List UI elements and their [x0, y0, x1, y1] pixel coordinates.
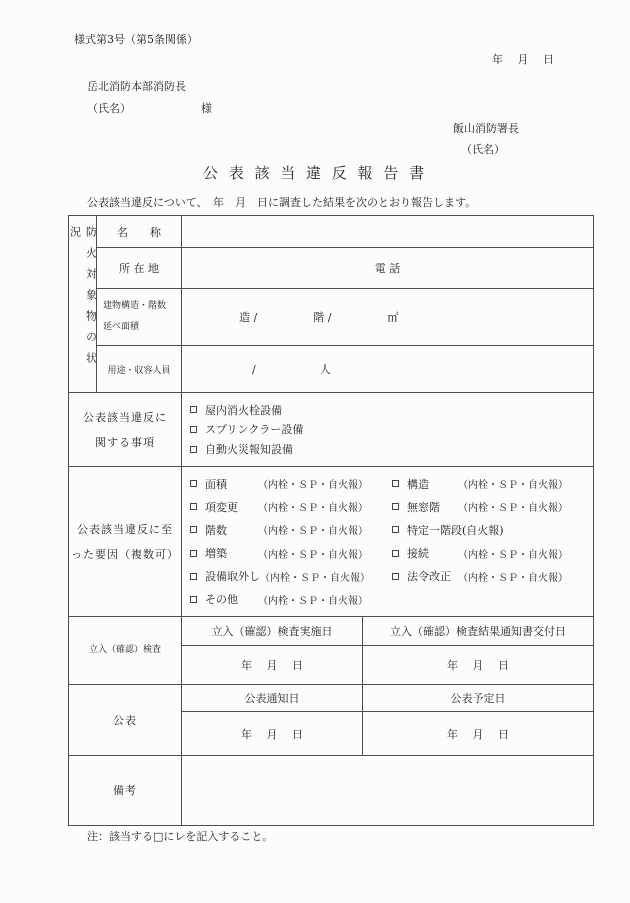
cause-label: 無窓階	[407, 500, 440, 514]
addressee-name-label: （氏名）	[87, 102, 131, 115]
checkbox-icon[interactable]	[190, 526, 197, 533]
cause-label: その他	[205, 593, 238, 607]
cause-label: 特定一階段(自火報)	[407, 523, 504, 537]
publication-left-date: 年 月 日	[241, 727, 303, 741]
checkbox-icon[interactable]	[190, 426, 197, 433]
name-label: 名 称	[97, 216, 182, 247]
cause-item	[190, 568, 392, 584]
cause-systems: （内栓・ＳＰ・自火報）	[260, 572, 370, 584]
cause-systems: （内栓・ＳＰ・自火報）	[258, 503, 368, 515]
causes-label-line1: 公表該当違反に至	[77, 522, 173, 536]
cause-label: 増築	[205, 547, 227, 561]
section-inspection	[69, 617, 593, 685]
inspection-right-header: 立入（確認）検査結果通知書交付日	[363, 617, 593, 646]
header-date: 年 月 日	[492, 53, 554, 66]
causes-content	[182, 467, 593, 616]
cause-systems: （内栓・ＳＰ・自火報）	[458, 572, 568, 584]
structure-kai-label: 階 /	[313, 311, 332, 324]
use-slash: /	[252, 362, 256, 376]
inspection-date-column	[182, 617, 363, 684]
publication-notice-column	[182, 685, 363, 755]
matters-item	[182, 441, 593, 457]
section-violation-causes	[69, 467, 593, 617]
inspection-left-date: 年 月 日	[241, 659, 303, 672]
matters-label	[69, 393, 182, 466]
addressee-name-line	[87, 100, 212, 116]
structure-value-cell	[182, 289, 593, 345]
matters-label-line1: 公表該当違反に	[83, 410, 167, 424]
cause-label: 構造	[407, 477, 429, 491]
matters-item-label: 自動火災報知設備	[205, 443, 293, 457]
cause-label: 階数	[205, 523, 227, 537]
section-property-status	[69, 216, 593, 393]
causes-label-line2: った要因（複数可）	[71, 547, 179, 561]
cause-item	[392, 476, 568, 492]
checkbox-icon[interactable]	[392, 526, 399, 533]
intro-text: 公表該当違反について、 年 月 日に調査した結果を次のとおり報告します。	[87, 196, 477, 209]
matters-content	[182, 393, 593, 466]
status-vertical-label: 防火対象物の状況	[69, 216, 97, 392]
cause-systems: （内栓・ＳＰ・自火報）	[458, 480, 568, 492]
matters-item	[182, 421, 593, 437]
form-number: 様式第3号（第5条関係）	[74, 33, 198, 46]
page-title: 公 表 該 当 違 反 報 告 書	[202, 164, 428, 182]
section-violation-matters	[69, 393, 593, 467]
use-value-cell	[182, 346, 593, 392]
address-label: 所 在 地	[97, 248, 182, 288]
inspection-notice-column	[363, 617, 593, 684]
remarks-value-cell	[182, 756, 593, 825]
cause-item	[392, 568, 568, 584]
publication-right-header: 公表予定日	[363, 685, 593, 712]
footnote: 注：該当する□にレを記入すること。	[87, 830, 274, 843]
publication-right-date: 年 月 日	[447, 727, 509, 741]
cause-label: 項変更	[205, 500, 238, 514]
matters-item-label: 屋内消火栓設備	[205, 403, 282, 417]
checkbox-icon[interactable]	[190, 573, 197, 580]
structure-area-unit: ㎡	[387, 311, 399, 324]
checkbox-icon[interactable]	[190, 480, 197, 487]
checkbox-icon[interactable]	[190, 446, 197, 453]
cause-label: 接続	[407, 547, 429, 561]
phone-label: 電 話	[374, 262, 401, 275]
checkbox-icon[interactable]	[190, 550, 197, 557]
structure-label-line1: 建物構造・階数	[103, 301, 167, 311]
causes-label	[69, 467, 182, 616]
checkbox-icon[interactable]	[190, 503, 197, 510]
cause-item	[392, 545, 568, 561]
row-use-capacity	[97, 346, 593, 392]
cause-item	[190, 545, 392, 561]
cause-item	[190, 476, 392, 492]
address-value-cell	[182, 248, 593, 288]
structure-label-line2: 延べ面積	[103, 322, 140, 332]
sender-name-label: （氏名）	[461, 143, 505, 156]
sender-title: 飯山消防署長	[453, 122, 519, 135]
name-value-cell	[182, 216, 593, 247]
cause-label: 法令改正	[407, 570, 451, 584]
publication-left-header: 公表通知日	[182, 685, 362, 712]
causes-row	[182, 522, 593, 538]
cause-item	[190, 499, 392, 515]
causes-row	[182, 591, 593, 607]
cause-item	[190, 522, 392, 538]
cause-item	[392, 522, 504, 538]
structure-label	[97, 289, 182, 345]
report-table	[68, 215, 594, 826]
checkbox-icon[interactable]	[190, 406, 197, 413]
checkbox-icon[interactable]	[392, 573, 399, 580]
causes-row	[182, 545, 593, 561]
matters-label-line2: 関する事項	[95, 435, 155, 449]
cause-systems: （内栓・ＳＰ・自火報）	[258, 595, 368, 607]
cause-systems: （内栓・ＳＰ・自火報）	[258, 480, 368, 492]
addressee-title: 岳北消防本部消防長	[87, 80, 186, 93]
row-structure	[97, 289, 593, 346]
addressee-honorific: 様	[201, 102, 212, 115]
section-remarks	[69, 756, 593, 825]
cause-systems: （内栓・ＳＰ・自火報）	[258, 526, 368, 538]
checkbox-icon[interactable]	[392, 503, 399, 510]
inspection-label: 立入（確認）検査	[69, 617, 182, 684]
causes-row	[182, 499, 593, 515]
use-label: 用途・収容人員	[97, 346, 182, 392]
checkbox-icon[interactable]	[392, 550, 399, 557]
use-person-unit: 人	[319, 363, 331, 376]
row-name	[97, 216, 593, 248]
cause-label: 設備取外し	[205, 570, 260, 584]
structure-zo-label: 造 /	[239, 311, 258, 324]
inspection-left-header: 立入（確認）検査実施日	[182, 617, 362, 646]
cause-systems: （内栓・ＳＰ・自火報）	[458, 549, 568, 561]
matters-item	[182, 402, 593, 418]
causes-row	[182, 476, 593, 492]
cause-systems: （内栓・ＳＰ・自火報）	[258, 549, 368, 561]
inspection-right-date: 年 月 日	[447, 659, 509, 672]
row-address	[97, 248, 593, 289]
publication-label: 公表	[69, 685, 182, 755]
section-publication	[69, 685, 593, 756]
matters-item-label: スプリンクラー設備	[205, 423, 304, 437]
cause-label: 面積	[205, 477, 227, 491]
cause-item	[190, 591, 392, 607]
checkbox-icon[interactable]	[190, 596, 197, 603]
remarks-label: 備考	[69, 756, 182, 825]
checkbox-icon[interactable]	[392, 480, 399, 487]
cause-item	[392, 499, 568, 515]
causes-row	[182, 568, 593, 584]
publication-planned-column	[363, 685, 593, 755]
cause-systems: （内栓・ＳＰ・自火報）	[458, 503, 568, 515]
